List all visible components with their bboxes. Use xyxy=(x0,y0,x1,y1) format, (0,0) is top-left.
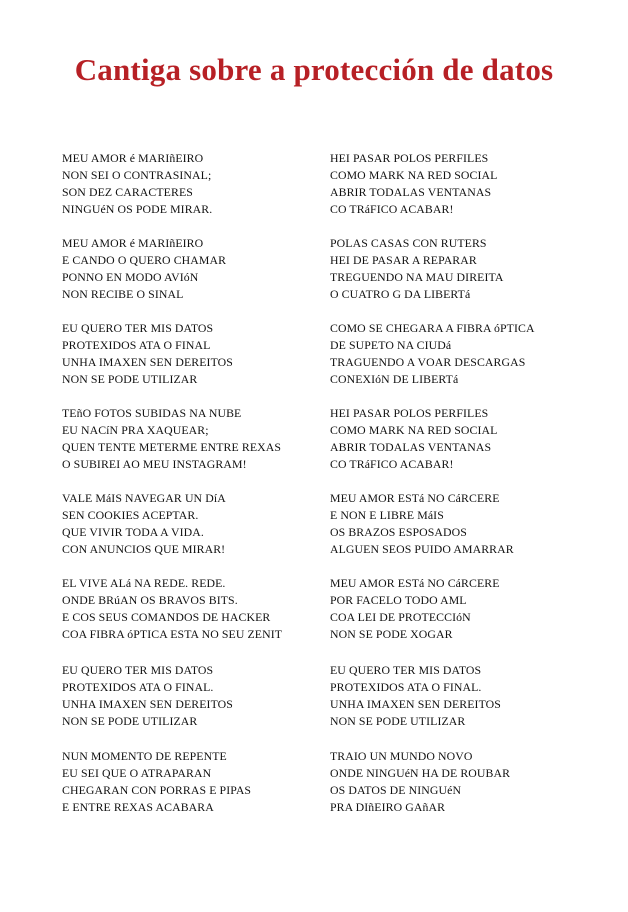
verse-line: NON SE PODE UTILIZAR xyxy=(62,714,198,728)
stanza xyxy=(330,405,497,473)
verse-line: PROTEXIDOS ATA O FINAL. xyxy=(62,680,214,694)
verse-line: O CUATRO G DA LIBERTá xyxy=(330,287,471,301)
verse-line: DE SUPETO NA CIUDá xyxy=(330,338,452,352)
stanza xyxy=(330,320,535,388)
verse-line: ONDE NINGUéN HA DE ROUBAR xyxy=(330,766,511,780)
verse-line: NUN MOMENTO DE REPENTE xyxy=(62,749,227,763)
verse-line: VALE MáIS NAVEGAR UN DíA xyxy=(62,491,226,505)
verse-line: SEN COOKIES ACEPTAR. xyxy=(62,508,199,522)
verse-line: PROTEXIDOS ATA O FINAL xyxy=(62,338,211,352)
stanza xyxy=(62,235,226,303)
verse-line: PONNO EN MODO AVIóN xyxy=(62,270,199,284)
verse-line: COA LEI DE PROTECCIóN xyxy=(330,610,471,624)
verse-line: TEñO FOTOS SUBIDAS NA NUBE xyxy=(62,406,242,420)
stanza xyxy=(330,490,514,558)
verse-line: CO TRáFICO ACABAR! xyxy=(330,457,454,471)
verse-line: EL VIVE ALá NA REDE. REDE. xyxy=(62,576,226,590)
verse-line: COMO MARK NA RED SOCIAL xyxy=(330,168,498,182)
verse-line: NON SE PODE UTILIZAR xyxy=(330,714,466,728)
verse-line: CHEGARAN CON PORRAS E PIPAS xyxy=(62,783,252,797)
verse-line: COMO MARK NA RED SOCIAL xyxy=(330,423,498,437)
verse-line: UNHA IMAXEN SEN DEREITOS xyxy=(330,697,501,711)
stanza xyxy=(62,490,226,558)
stanza xyxy=(330,575,500,643)
verse-line: NON SEI O CONTRASINAL; xyxy=(62,168,212,182)
verse-line: CONEXIóN DE LIBERTá xyxy=(330,372,459,386)
verse-line: EU QUERO TER MIS DATOS xyxy=(330,663,482,677)
verse-line: EU SEI QUE O ATRAPARAN xyxy=(62,766,212,780)
verse-line: COA FIBRA óPTICA ESTA NO SEU ZENIT xyxy=(62,627,283,641)
verse-line: COMO SE CHEGARA A FIBRA óPTICA xyxy=(330,321,535,335)
verse-line: ABRIR TODALAS VENTANAS xyxy=(330,185,492,199)
verse-line: OS DATOS DE NINGUéN xyxy=(330,783,462,797)
verse-line: CON ANUNCIOS QUE MIRAR! xyxy=(62,542,226,556)
verse-line: MEU AMOR é MARIñEIRO xyxy=(62,236,204,250)
verse-line: E NON E LIBRE MáIS xyxy=(330,508,444,522)
stanza xyxy=(330,150,497,218)
stanza xyxy=(62,405,281,473)
verse-line: UNHA IMAXEN SEN DEREITOS xyxy=(62,697,233,711)
verse-line: POLAS CASAS CON RUTERS xyxy=(330,236,487,250)
verse-line: EU QUERO TER MIS DATOS xyxy=(62,663,214,677)
verse-line: NON RECIBE O SINAL xyxy=(62,287,184,301)
verse-line: UNHA IMAXEN SEN DEREITOS xyxy=(62,355,233,369)
verse-line: HEI PASAR POLOS PERFILES xyxy=(330,151,489,165)
verse-line: ALGUEN SEOS PUIDO AMARRAR xyxy=(330,542,514,556)
verse-line: SON DEZ CARACTERES xyxy=(62,185,193,199)
verse-line: QUEN TENTE METERME ENTRE REXAS xyxy=(62,440,282,454)
stanza xyxy=(62,662,233,730)
verse-line: NON SE PODE UTILIZAR xyxy=(62,372,198,386)
verse-line: CO TRáFICO ACABAR! xyxy=(330,202,454,216)
stanza xyxy=(330,235,503,303)
verse-line: MEU AMOR ESTá NO CáRCERE xyxy=(330,491,500,505)
verse-line: MEU AMOR ESTá NO CáRCERE xyxy=(330,576,500,590)
page-title: Cantiga sobre a protección de datos xyxy=(74,52,554,87)
stanza xyxy=(330,748,510,816)
verse-line: MEU AMOR é MARIñEIRO xyxy=(62,151,204,165)
verse-line: TRAIO UN MUNDO NOVO xyxy=(330,749,473,763)
stanza xyxy=(62,320,233,388)
verse-line: O SUBIREI AO MEU INSTAGRAM! xyxy=(62,457,247,471)
verse-line: E COS SEUS COMANDOS DE HACKER xyxy=(62,610,271,624)
stanza xyxy=(62,575,282,643)
verse-line: EU QUERO TER MIS DATOS xyxy=(62,321,214,335)
verse-line: PROTEXIDOS ATA O FINAL. xyxy=(330,680,482,694)
verse-line: PRA DIñEIRO GAñAR xyxy=(330,800,446,814)
verse-line: E CANDO O QUERO CHAMAR xyxy=(62,253,227,267)
verse-line: ABRIR TODALAS VENTANAS xyxy=(330,440,492,454)
verse-line: POR FACELO TODO AML xyxy=(330,593,467,607)
stanza xyxy=(62,150,212,218)
verse-line: HEI DE PASAR A REPARAR xyxy=(330,253,477,267)
stanza xyxy=(330,662,501,730)
stanza xyxy=(62,748,251,816)
verse-line: TREGUENDO NA MAU DIREITA xyxy=(330,270,504,284)
verse-line: NON SE PODE XOGAR xyxy=(330,627,453,641)
verse-line: NINGUéN OS PODE MIRAR. xyxy=(62,202,213,216)
verse-line: TRAGUENDO A VOAR DESCARGAS xyxy=(330,355,526,369)
verse-line: EU NACíN PRA XAQUEAR; xyxy=(62,423,209,437)
verse-line: OS BRAZOS ESPOSADOS xyxy=(330,525,467,539)
verse-line: HEI PASAR POLOS PERFILES xyxy=(330,406,489,420)
verse-line: QUE VIVIR TODA A VIDA. xyxy=(62,525,204,539)
verse-line: E ENTRE REXAS ACABARA xyxy=(62,800,214,814)
verse-line: ONDE BRúAN OS BRAVOS BITS. xyxy=(62,593,238,607)
